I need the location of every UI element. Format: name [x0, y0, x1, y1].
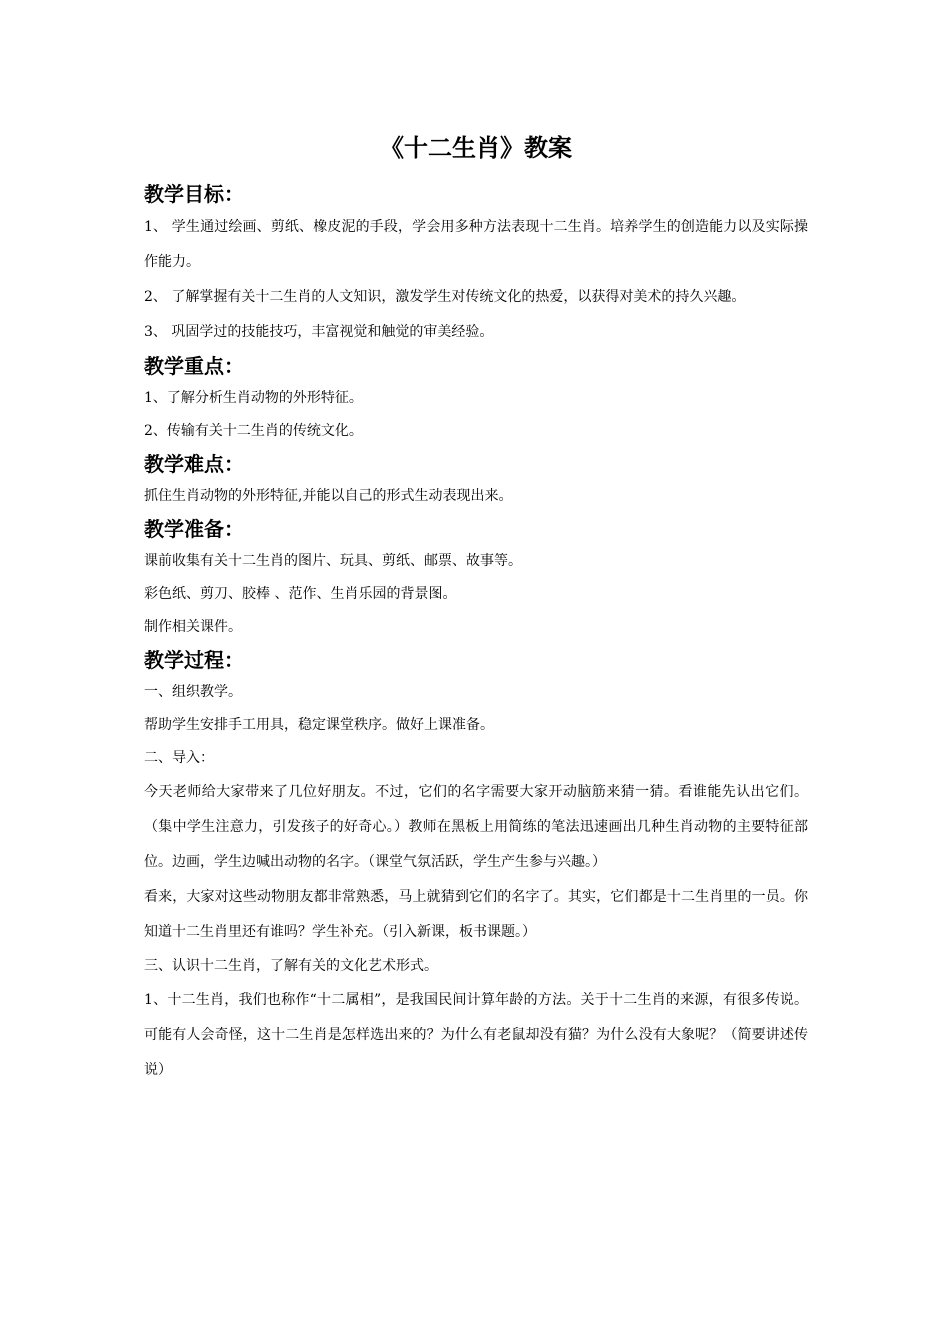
paragraph: 一、组织教学。 [144, 684, 242, 700]
section-key-points [144, 350, 808, 448]
section-preparation [144, 513, 808, 644]
section-heading: 教学目标： [144, 182, 244, 206]
paragraph: 彩色纸、剪刀、胶棒 、范作、生肖乐园的背景图。 [144, 586, 457, 602]
paragraph: 三、认识十二生肖，了解有关的文化艺术形式。 [144, 958, 438, 974]
paragraph: 课前收集有关十二生肖的图片、玩具、剪纸、邮票、故事等。 [144, 553, 522, 569]
paragraph: 1、了解分析生肖动物的外形特征。 [144, 390, 363, 406]
paragraph: 2、 了解掌握有关十二生肖的人文知识，激发学生对传统文化的热爱，以获得对美术的持久兴趣。 [144, 289, 746, 305]
section-heading: 教学过程： [144, 648, 244, 672]
section-heading: 教学重点： [144, 354, 244, 378]
section-heading: 教学难点： [144, 452, 244, 476]
paragraph: 1、十二生肖，我们也称作“十二属相”，是我国民间计算年龄的方法。关于十二生肖的来源，有很多传说。可能有人会奇怪，这十二生肖是怎样选出来的？为什么有老鼠却没有猫？为什么没有大象呢？（简要讲述传说） [144, 992, 808, 1078]
paragraph: 2、传输有关十二生肖的传统文化。 [144, 423, 363, 439]
paragraph: 帮助学生安排手工用具，稳定课堂秩序。做好上课准备。 [144, 717, 494, 733]
section-process [144, 644, 808, 1088]
paragraph: 看来，大家对这些动物朋友都非常熟悉，马上就猜到它们的名字了。其实，它们都是十二生肖里的一员。你知道十二生肖里还有谁吗？学生补充。（引入新课，板书课题。） [144, 889, 808, 940]
paragraph: 二、导入： [144, 750, 214, 766]
paragraph: 今天老师给大家带来了几位好朋友。不过，它们的名字需要大家开动脑筋来猜一猜。看谁能先认出它们。（集中学生注意力，引发孩子的好奇心。）教师在黑板上用简练的笔法迅速画出几种生肖动物的主要特征部位。边画，学生边喊出动物的名字。（课堂气氛活跃，学生产生参与兴趣。） [144, 784, 808, 870]
paragraph: 抓住生肖动物的外形特征,并能以自己的形式生动表现出来。 [144, 488, 513, 504]
section-difficulties [144, 448, 808, 513]
section-objectives [144, 178, 808, 350]
paragraph: 制作相关课件。 [144, 619, 242, 635]
paragraph: 1、 学生通过绘画、剪纸、橡皮泥的手段，学会用多种方法表现十二生肖。培养学生的创造能力以及实际操作能力。 [144, 219, 808, 270]
paragraph: 3、 巩固学过的技能技巧，丰富视觉和触觉的审美经验。 [144, 324, 494, 340]
document-title: 《十二生肖》教案 [380, 134, 572, 162]
document-page [144, 128, 808, 1088]
section-heading: 教学准备： [144, 517, 244, 541]
